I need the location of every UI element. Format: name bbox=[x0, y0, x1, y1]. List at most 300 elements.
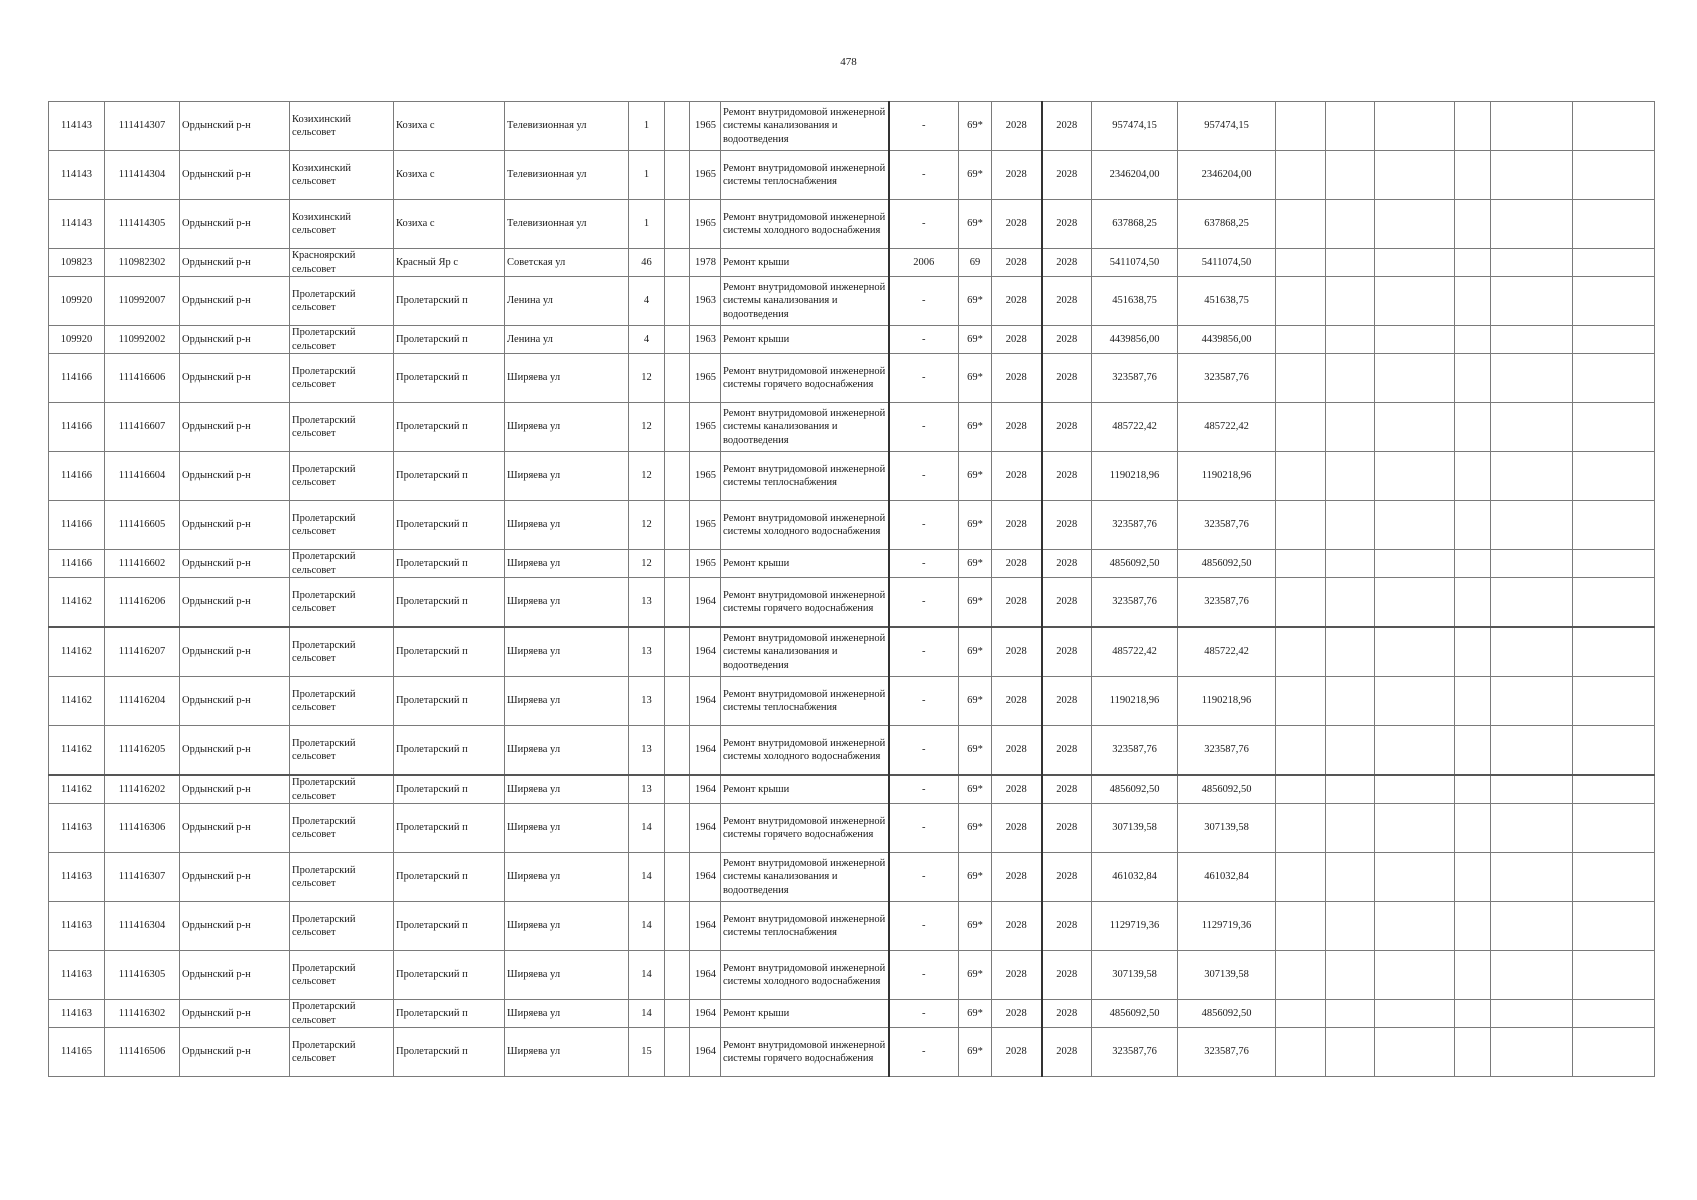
cell-empty bbox=[1455, 951, 1491, 1000]
cell-empty bbox=[1326, 403, 1375, 452]
cell-settlement-council: Пролетарский сельсовет bbox=[290, 1028, 394, 1077]
cell-build-year: 1964 bbox=[690, 951, 721, 1000]
cell-empty bbox=[1375, 277, 1455, 326]
cell-house-number: 14 bbox=[629, 902, 665, 951]
cell-build-year: 1964 bbox=[690, 853, 721, 902]
cell-build-year: 1963 bbox=[690, 277, 721, 326]
cell-empty bbox=[1276, 249, 1326, 277]
cell-house-number: 12 bbox=[629, 550, 665, 578]
cell-empty bbox=[1375, 775, 1455, 804]
cell-wear-percent: 69* bbox=[959, 951, 992, 1000]
cell-settlement-council: Пролетарский сельсовет bbox=[290, 677, 394, 726]
table-row bbox=[49, 1000, 1655, 1028]
cell-empty bbox=[1491, 403, 1573, 452]
cell-plan-year-end: 2028 bbox=[1042, 1028, 1092, 1077]
cell-street: Ширяева ул bbox=[505, 403, 629, 452]
cell-wear-percent: 69* bbox=[959, 501, 992, 550]
cell-empty bbox=[1491, 804, 1573, 853]
cell-settlement-council: Пролетарский сельсовет bbox=[290, 578, 394, 628]
cell-district: Ордынский р-н bbox=[180, 775, 290, 804]
cell-record-id: 111416205 bbox=[105, 726, 180, 776]
cell-empty bbox=[1375, 627, 1455, 677]
cell-cost-total: 637868,25 bbox=[1092, 200, 1178, 249]
cell-building-letter bbox=[665, 726, 690, 776]
cell-plan-year-start: 2028 bbox=[992, 501, 1042, 550]
cell-building-letter bbox=[665, 200, 690, 249]
cell-empty bbox=[1375, 102, 1455, 151]
cell-empty bbox=[1326, 452, 1375, 501]
cell-house-number: 1 bbox=[629, 200, 665, 249]
cell-build-year: 1964 bbox=[690, 902, 721, 951]
cell-wear-percent: 69* bbox=[959, 354, 992, 403]
cell-empty bbox=[1491, 501, 1573, 550]
table-row bbox=[49, 277, 1655, 326]
cell-district: Ордынский р-н bbox=[180, 726, 290, 776]
cell-settlement-council: Пролетарский сельсовет bbox=[290, 403, 394, 452]
cell-locality: Пролетарский п bbox=[394, 550, 505, 578]
cell-house-number: 1 bbox=[629, 102, 665, 151]
table-row bbox=[49, 853, 1655, 902]
cell-cost-total: 307139,58 bbox=[1092, 951, 1178, 1000]
cell-building-letter bbox=[665, 501, 690, 550]
cell-district: Ордынский р-н bbox=[180, 354, 290, 403]
cell-plan-year-end: 2028 bbox=[1042, 277, 1092, 326]
cell-empty bbox=[1491, 326, 1573, 354]
cell-build-year: 1978 bbox=[690, 249, 721, 277]
cell-empty bbox=[1276, 277, 1326, 326]
cell-empty bbox=[1326, 151, 1375, 200]
cell-settlement-council: Пролетарский сельсовет bbox=[290, 1000, 394, 1028]
cell-cost-total: 1190218,96 bbox=[1092, 677, 1178, 726]
cell-plan-year-start: 2028 bbox=[992, 550, 1042, 578]
cell-house-number: 12 bbox=[629, 501, 665, 550]
cell-empty bbox=[1573, 1000, 1655, 1028]
cell-house-number: 12 bbox=[629, 354, 665, 403]
cell-house-number: 14 bbox=[629, 804, 665, 853]
cell-locality: Пролетарский п bbox=[394, 277, 505, 326]
cell-empty bbox=[1491, 677, 1573, 726]
cell-empty bbox=[1491, 277, 1573, 326]
cell-wear-percent: 69* bbox=[959, 1000, 992, 1028]
cell-record-id: 110992002 bbox=[105, 326, 180, 354]
cell-build-year: 1964 bbox=[690, 726, 721, 776]
cell-street: Ширяева ул bbox=[505, 853, 629, 902]
cell-empty bbox=[1276, 1000, 1326, 1028]
cell-work-type: Ремонт внутридомовой инженерной системы канализования и водоотведения bbox=[721, 277, 889, 326]
cell-plan-year-start: 2028 bbox=[992, 200, 1042, 249]
cell-empty bbox=[1573, 804, 1655, 853]
table-row bbox=[49, 151, 1655, 200]
cell-district: Ордынский р-н bbox=[180, 627, 290, 677]
cell-empty bbox=[1326, 326, 1375, 354]
cell-last-repair-year: - bbox=[889, 1000, 959, 1028]
cell-plan-year-start: 2028 bbox=[992, 1000, 1042, 1028]
cell-house-id: 114165 bbox=[49, 1028, 105, 1077]
cell-settlement-council: Красноярский сельсовет bbox=[290, 249, 394, 277]
cell-district: Ордынский р-н bbox=[180, 1000, 290, 1028]
cell-wear-percent: 69* bbox=[959, 578, 992, 628]
cell-build-year: 1964 bbox=[690, 804, 721, 853]
cell-cost-total: 957474,15 bbox=[1092, 102, 1178, 151]
cell-plan-year-start: 2028 bbox=[992, 249, 1042, 277]
cell-wear-percent: 69* bbox=[959, 627, 992, 677]
cell-build-year: 1964 bbox=[690, 578, 721, 628]
cell-empty bbox=[1573, 1028, 1655, 1077]
cell-house-number: 13 bbox=[629, 677, 665, 726]
cell-empty bbox=[1455, 677, 1491, 726]
cell-house-number: 46 bbox=[629, 249, 665, 277]
cell-last-repair-year: - bbox=[889, 501, 959, 550]
cell-street: Телевизионная ул bbox=[505, 102, 629, 151]
cell-empty bbox=[1375, 151, 1455, 200]
cell-cost-total: 5411074,50 bbox=[1092, 249, 1178, 277]
cell-last-repair-year: - bbox=[889, 326, 959, 354]
cell-empty bbox=[1573, 951, 1655, 1000]
cell-record-id: 111416306 bbox=[105, 804, 180, 853]
cell-empty bbox=[1455, 102, 1491, 151]
cell-build-year: 1964 bbox=[690, 1028, 721, 1077]
cell-empty bbox=[1276, 902, 1326, 951]
cell-wear-percent: 69* bbox=[959, 403, 992, 452]
cell-work-type: Ремонт внутридомовой инженерной системы канализования и водоотведения bbox=[721, 403, 889, 452]
cell-empty bbox=[1455, 726, 1491, 776]
table-row bbox=[49, 249, 1655, 277]
cell-settlement-council: Пролетарский сельсовет bbox=[290, 550, 394, 578]
cell-record-id: 111416207 bbox=[105, 627, 180, 677]
cell-plan-year-start: 2028 bbox=[992, 354, 1042, 403]
cell-district: Ордынский р-н bbox=[180, 804, 290, 853]
cell-building-letter bbox=[665, 403, 690, 452]
cell-locality: Пролетарский п bbox=[394, 501, 505, 550]
cell-wear-percent: 69* bbox=[959, 151, 992, 200]
cell-cost-total: 485722,42 bbox=[1092, 627, 1178, 677]
cell-cost-fund: 323587,76 bbox=[1178, 501, 1276, 550]
cell-cost-fund: 1190218,96 bbox=[1178, 452, 1276, 501]
cell-last-repair-year: - bbox=[889, 200, 959, 249]
cell-work-type: Ремонт внутридомовой инженерной системы холодного водоснабжения bbox=[721, 200, 889, 249]
cell-plan-year-end: 2028 bbox=[1042, 452, 1092, 501]
cell-locality: Козиха с bbox=[394, 151, 505, 200]
cell-building-letter bbox=[665, 354, 690, 403]
cell-wear-percent: 69* bbox=[959, 775, 992, 804]
cell-building-letter bbox=[665, 902, 690, 951]
cell-plan-year-end: 2028 bbox=[1042, 853, 1092, 902]
cell-empty bbox=[1276, 452, 1326, 501]
cell-last-repair-year: - bbox=[889, 804, 959, 853]
cell-empty bbox=[1573, 726, 1655, 776]
cell-street: Ленина ул bbox=[505, 326, 629, 354]
cell-plan-year-end: 2028 bbox=[1042, 501, 1092, 550]
cell-house-id: 114143 bbox=[49, 151, 105, 200]
cell-plan-year-end: 2028 bbox=[1042, 200, 1092, 249]
cell-empty bbox=[1375, 902, 1455, 951]
cell-work-type: Ремонт внутридомовой инженерной системы теплоснабжения bbox=[721, 677, 889, 726]
cell-house-number: 4 bbox=[629, 326, 665, 354]
cell-plan-year-start: 2028 bbox=[992, 726, 1042, 776]
cell-plan-year-end: 2028 bbox=[1042, 102, 1092, 151]
table-row bbox=[49, 804, 1655, 853]
cell-empty bbox=[1326, 249, 1375, 277]
cell-work-type: Ремонт крыши bbox=[721, 550, 889, 578]
cell-cost-fund: 323587,76 bbox=[1178, 354, 1276, 403]
cell-work-type: Ремонт крыши bbox=[721, 249, 889, 277]
cell-empty bbox=[1491, 550, 1573, 578]
cell-empty bbox=[1573, 452, 1655, 501]
table-row bbox=[49, 354, 1655, 403]
cell-street: Ширяева ул bbox=[505, 354, 629, 403]
cell-house-id: 114162 bbox=[49, 775, 105, 804]
cell-building-letter bbox=[665, 326, 690, 354]
cell-locality: Пролетарский п bbox=[394, 354, 505, 403]
cell-last-repair-year: - bbox=[889, 726, 959, 776]
cell-work-type: Ремонт внутридомовой инженерной системы холодного водоснабжения bbox=[721, 501, 889, 550]
cell-empty bbox=[1455, 277, 1491, 326]
cell-last-repair-year: - bbox=[889, 627, 959, 677]
cell-locality: Пролетарский п bbox=[394, 853, 505, 902]
cell-build-year: 1964 bbox=[690, 677, 721, 726]
cell-wear-percent: 69* bbox=[959, 452, 992, 501]
cell-empty bbox=[1573, 578, 1655, 628]
cell-empty bbox=[1455, 578, 1491, 628]
cell-locality: Пролетарский п bbox=[394, 804, 505, 853]
cell-building-letter bbox=[665, 452, 690, 501]
cell-settlement-council: Пролетарский сельсовет bbox=[290, 326, 394, 354]
cell-cost-total: 323587,76 bbox=[1092, 726, 1178, 776]
cell-locality: Пролетарский п bbox=[394, 677, 505, 726]
cell-plan-year-end: 2028 bbox=[1042, 726, 1092, 776]
cell-district: Ордынский р-н bbox=[180, 151, 290, 200]
cell-empty bbox=[1375, 1028, 1455, 1077]
cell-building-letter bbox=[665, 102, 690, 151]
cell-building-letter bbox=[665, 627, 690, 677]
cell-cost-fund: 485722,42 bbox=[1178, 627, 1276, 677]
cell-cost-total: 4856092,50 bbox=[1092, 775, 1178, 804]
cell-record-id: 111416204 bbox=[105, 677, 180, 726]
cell-last-repair-year: - bbox=[889, 578, 959, 628]
cell-plan-year-end: 2028 bbox=[1042, 775, 1092, 804]
table-row bbox=[49, 951, 1655, 1000]
cell-plan-year-start: 2028 bbox=[992, 403, 1042, 452]
cell-empty bbox=[1573, 200, 1655, 249]
cell-plan-year-start: 2028 bbox=[992, 1028, 1042, 1077]
cell-work-type: Ремонт внутридомовой инженерной системы канализования и водоотведения bbox=[721, 853, 889, 902]
cell-cost-fund: 2346204,00 bbox=[1178, 151, 1276, 200]
cell-cost-fund: 307139,58 bbox=[1178, 804, 1276, 853]
cell-cost-fund: 307139,58 bbox=[1178, 951, 1276, 1000]
cell-record-id: 111414304 bbox=[105, 151, 180, 200]
cell-district: Ордынский р-н bbox=[180, 277, 290, 326]
cell-wear-percent: 69* bbox=[959, 1028, 992, 1077]
cell-district: Ордынский р-н bbox=[180, 249, 290, 277]
cell-empty bbox=[1455, 1028, 1491, 1077]
cell-plan-year-start: 2028 bbox=[992, 677, 1042, 726]
cell-empty bbox=[1573, 277, 1655, 326]
cell-cost-fund: 323587,76 bbox=[1178, 1028, 1276, 1077]
cell-plan-year-end: 2028 bbox=[1042, 550, 1092, 578]
cell-build-year: 1965 bbox=[690, 403, 721, 452]
cell-district: Ордынский р-н bbox=[180, 853, 290, 902]
cell-empty bbox=[1573, 550, 1655, 578]
cell-house-number: 15 bbox=[629, 1028, 665, 1077]
cell-empty bbox=[1326, 1028, 1375, 1077]
cell-empty bbox=[1573, 151, 1655, 200]
cell-empty bbox=[1375, 501, 1455, 550]
cell-locality: Пролетарский п bbox=[394, 951, 505, 1000]
cell-record-id: 110982302 bbox=[105, 249, 180, 277]
cell-empty bbox=[1573, 249, 1655, 277]
cell-empty bbox=[1491, 1000, 1573, 1028]
cell-wear-percent: 69* bbox=[959, 550, 992, 578]
cell-work-type: Ремонт внутридомовой инженерной системы горячего водоснабжения bbox=[721, 804, 889, 853]
cell-street: Ширяева ул bbox=[505, 1028, 629, 1077]
cell-plan-year-start: 2028 bbox=[992, 578, 1042, 628]
cell-empty bbox=[1326, 277, 1375, 326]
cell-plan-year-end: 2028 bbox=[1042, 403, 1092, 452]
cell-empty bbox=[1455, 501, 1491, 550]
cell-settlement-council: Козихинский сельсовет bbox=[290, 200, 394, 249]
cell-empty bbox=[1455, 550, 1491, 578]
cell-empty bbox=[1455, 804, 1491, 853]
cell-plan-year-start: 2028 bbox=[992, 775, 1042, 804]
cell-cost-fund: 4856092,50 bbox=[1178, 775, 1276, 804]
cell-locality: Пролетарский п bbox=[394, 627, 505, 677]
cell-wear-percent: 69* bbox=[959, 326, 992, 354]
cell-cost-total: 1129719,36 bbox=[1092, 902, 1178, 951]
cell-settlement-council: Пролетарский сельсовет bbox=[290, 627, 394, 677]
cell-cost-total: 2346204,00 bbox=[1092, 151, 1178, 200]
cell-wear-percent: 69* bbox=[959, 200, 992, 249]
cell-cost-fund: 1129719,36 bbox=[1178, 902, 1276, 951]
cell-cost-total: 1190218,96 bbox=[1092, 452, 1178, 501]
cell-build-year: 1963 bbox=[690, 326, 721, 354]
cell-empty bbox=[1573, 501, 1655, 550]
cell-empty bbox=[1276, 853, 1326, 902]
cell-locality: Пролетарский п bbox=[394, 775, 505, 804]
cell-work-type: Ремонт крыши bbox=[721, 1000, 889, 1028]
table-row bbox=[49, 1028, 1655, 1077]
page-number: 478 bbox=[840, 56, 857, 68]
cell-cost-total: 323587,76 bbox=[1092, 578, 1178, 628]
cell-empty bbox=[1276, 200, 1326, 249]
cell-record-id: 111416605 bbox=[105, 501, 180, 550]
cell-street: Телевизионная ул bbox=[505, 200, 629, 249]
cell-plan-year-end: 2028 bbox=[1042, 326, 1092, 354]
cell-house-number: 13 bbox=[629, 627, 665, 677]
cell-empty bbox=[1276, 578, 1326, 628]
cell-street: Ширяева ул bbox=[505, 501, 629, 550]
cell-build-year: 1964 bbox=[690, 775, 721, 804]
cell-empty bbox=[1573, 326, 1655, 354]
cell-empty bbox=[1455, 200, 1491, 249]
cell-empty bbox=[1326, 853, 1375, 902]
cell-build-year: 1964 bbox=[690, 1000, 721, 1028]
cell-empty bbox=[1326, 1000, 1375, 1028]
cell-plan-year-end: 2028 bbox=[1042, 627, 1092, 677]
cell-settlement-council: Пролетарский сельсовет bbox=[290, 354, 394, 403]
cell-empty bbox=[1491, 627, 1573, 677]
cell-street: Ширяева ул bbox=[505, 951, 629, 1000]
cell-record-id: 111416304 bbox=[105, 902, 180, 951]
cell-cost-fund: 485722,42 bbox=[1178, 403, 1276, 452]
cell-record-id: 111416206 bbox=[105, 578, 180, 628]
cell-empty bbox=[1455, 1000, 1491, 1028]
cell-house-number: 14 bbox=[629, 951, 665, 1000]
cell-house-number: 1 bbox=[629, 151, 665, 200]
cell-build-year: 1965 bbox=[690, 102, 721, 151]
cell-empty bbox=[1491, 726, 1573, 776]
cell-empty bbox=[1455, 452, 1491, 501]
cell-build-year: 1965 bbox=[690, 200, 721, 249]
cell-empty bbox=[1326, 951, 1375, 1000]
table-row bbox=[49, 775, 1655, 804]
cell-wear-percent: 69* bbox=[959, 726, 992, 776]
cell-district: Ордынский р-н bbox=[180, 951, 290, 1000]
cell-house-id: 114162 bbox=[49, 578, 105, 628]
cell-house-id: 114166 bbox=[49, 452, 105, 501]
cell-wear-percent: 69* bbox=[959, 902, 992, 951]
cell-empty bbox=[1491, 1028, 1573, 1077]
cell-house-id: 114166 bbox=[49, 354, 105, 403]
cell-district: Ордынский р-н bbox=[180, 1028, 290, 1077]
cell-cost-total: 307139,58 bbox=[1092, 804, 1178, 853]
cell-empty bbox=[1326, 200, 1375, 249]
cell-last-repair-year: - bbox=[889, 853, 959, 902]
table-row bbox=[49, 578, 1655, 628]
cell-street: Ширяева ул bbox=[505, 677, 629, 726]
cell-district: Ордынский р-н bbox=[180, 677, 290, 726]
cell-work-type: Ремонт внутридомовой инженерной системы канализования и водоотведения bbox=[721, 627, 889, 677]
cell-empty bbox=[1573, 853, 1655, 902]
cell-wear-percent: 69* bbox=[959, 677, 992, 726]
cell-plan-year-start: 2028 bbox=[992, 902, 1042, 951]
cell-locality: Пролетарский п bbox=[394, 578, 505, 628]
cell-house-id: 114163 bbox=[49, 804, 105, 853]
cell-empty bbox=[1326, 102, 1375, 151]
table-row bbox=[49, 677, 1655, 726]
cell-district: Ордынский р-н bbox=[180, 200, 290, 249]
cell-plan-year-end: 2028 bbox=[1042, 249, 1092, 277]
cell-cost-fund: 461032,84 bbox=[1178, 853, 1276, 902]
cell-empty bbox=[1573, 627, 1655, 677]
cell-district: Ордынский р-н bbox=[180, 102, 290, 151]
cell-cost-total: 451638,75 bbox=[1092, 277, 1178, 326]
cell-settlement-council: Пролетарский сельсовет bbox=[290, 853, 394, 902]
cell-last-repair-year: - bbox=[889, 1028, 959, 1077]
cell-house-id: 114163 bbox=[49, 853, 105, 902]
cell-street: Ширяева ул bbox=[505, 627, 629, 677]
cell-last-repair-year: - bbox=[889, 354, 959, 403]
cell-house-number: 14 bbox=[629, 1000, 665, 1028]
cell-build-year: 1965 bbox=[690, 501, 721, 550]
table-row bbox=[49, 501, 1655, 550]
cell-empty bbox=[1375, 403, 1455, 452]
cell-record-id: 111416604 bbox=[105, 452, 180, 501]
cell-cost-total: 4856092,50 bbox=[1092, 1000, 1178, 1028]
cell-locality: Пролетарский п bbox=[394, 326, 505, 354]
cell-empty bbox=[1375, 452, 1455, 501]
cell-empty bbox=[1491, 853, 1573, 902]
cell-house-id: 114163 bbox=[49, 951, 105, 1000]
cell-house-id: 109920 bbox=[49, 326, 105, 354]
cell-building-letter bbox=[665, 951, 690, 1000]
cell-street: Ширяева ул bbox=[505, 804, 629, 853]
cell-cost-total: 323587,76 bbox=[1092, 354, 1178, 403]
cell-empty bbox=[1375, 951, 1455, 1000]
cell-building-letter bbox=[665, 804, 690, 853]
cell-last-repair-year: 2006 bbox=[889, 249, 959, 277]
cell-settlement-council: Козихинский сельсовет bbox=[290, 151, 394, 200]
cell-empty bbox=[1276, 403, 1326, 452]
